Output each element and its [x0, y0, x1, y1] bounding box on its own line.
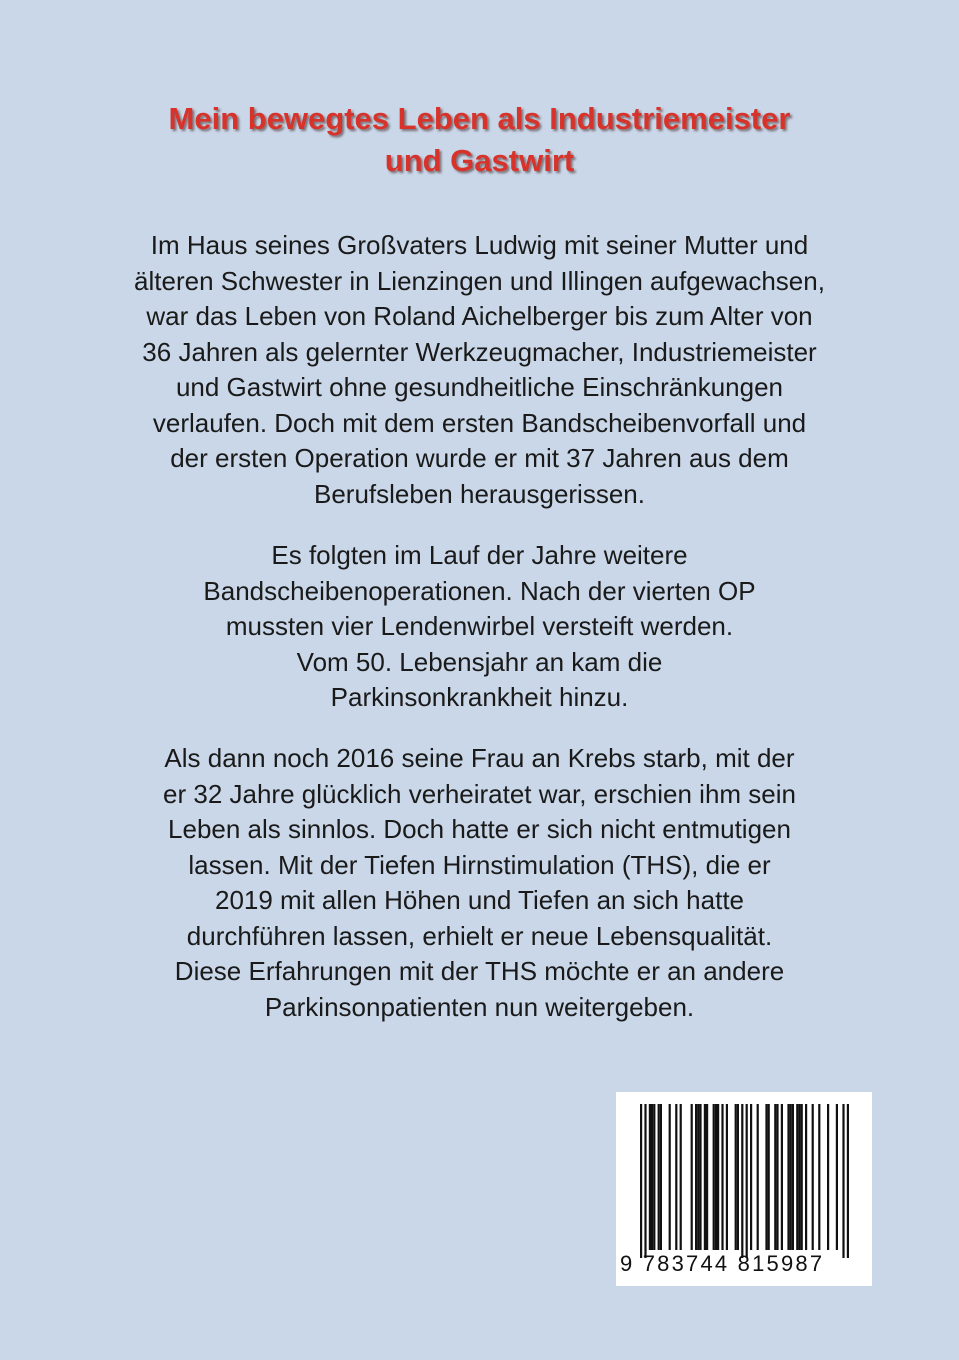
barcode-bar — [726, 1104, 728, 1250]
barcode-bar — [805, 1104, 807, 1250]
barcode-bar — [842, 1104, 844, 1258]
barcode-bar — [801, 1104, 803, 1250]
text-line: lassen. Mit der Tiefen Hirnstimulation (THS), die er — [188, 849, 771, 880]
barcode-bar — [649, 1104, 651, 1250]
barcode-bar — [757, 1104, 759, 1250]
barcode-bar — [765, 1104, 767, 1250]
barcode-bar — [774, 1104, 776, 1250]
isbn-number: 9 783744 815987 — [620, 1251, 825, 1276]
text-line: und Gastwirt ohne gesundheitliche Einschränkungen — [175, 372, 784, 402]
text-line: verlaufen. Doch mit dem ersten Bandscheibenvorfall und — [152, 407, 807, 438]
text-line: der ersten Operation wurde er mit 37 Jahren aus dem — [170, 443, 789, 473]
text-line: Im Haus seines Großvaters Ludwig mit seiner Mutter und — [150, 230, 809, 260]
barcode-bar — [675, 1104, 677, 1250]
barcode-bar — [704, 1104, 706, 1250]
barcode-bar — [741, 1104, 743, 1258]
text-line: durchführen lassen, erhielt er neue Lebensqualität. — [186, 920, 773, 951]
barcode-bar — [680, 1104, 682, 1250]
barcode-bar — [695, 1104, 697, 1250]
text-line: war das Leben von Roland Aichelberger bis zum Alter von — [146, 301, 813, 331]
barcode-bar — [827, 1104, 829, 1250]
barcode-bar — [651, 1104, 653, 1250]
barcode-bar — [746, 1104, 748, 1258]
barcode-bar — [798, 1104, 800, 1250]
text-line: Berufsleben herausgerissen. — [314, 478, 645, 509]
barcode-bar — [653, 1104, 655, 1250]
barcode-bar — [796, 1104, 798, 1250]
text-line: mussten vier Lendenwirbel versteift werden. — [225, 611, 734, 641]
text-line: 36 Jahren als gelernter Werkzeugmacher, Industriemeister — [142, 336, 817, 367]
text-line: er 32 Jahre glücklich verheiratet war, erschien ihm sein — [163, 778, 796, 809]
text-line: 2019 mit allen Höhen und Tiefen an sich hatte — [214, 885, 745, 915]
barcode-bar — [717, 1104, 719, 1250]
barcode-bar — [750, 1104, 752, 1250]
barcode-bar — [787, 1104, 789, 1250]
barcode-bar — [706, 1104, 708, 1250]
barcode-bar — [715, 1104, 717, 1250]
barcode-bar — [847, 1104, 849, 1258]
barcode-bar — [776, 1104, 778, 1250]
text-line: Vom 50. Lebensjahr an kam die — [296, 646, 663, 677]
barcode-bar — [790, 1104, 792, 1250]
barcode-bar — [699, 1104, 701, 1250]
text-line: Parkinsonpatienten nun weitergeben. — [264, 991, 695, 1022]
barcode-bar — [781, 1104, 783, 1250]
text-line: Es folgten im Lauf der Jahre weitere — [271, 540, 688, 570]
barcode-bar — [836, 1104, 838, 1250]
text-line: Leben als sinnlos. Doch hatte er sich nicht entmutigen — [168, 814, 791, 844]
barcode-bar — [768, 1104, 770, 1250]
blurb-paragraph-2 — [0, 538, 959, 716]
text-line: Parkinsonkrankheit hinzu. — [330, 682, 629, 712]
barcode-bar — [697, 1104, 699, 1250]
barcode-bar — [818, 1104, 820, 1250]
barcode-bar — [713, 1104, 715, 1250]
title-line-2: und Gastwirt — [384, 143, 575, 178]
blurb-paragraph-3 — [0, 741, 959, 1025]
barcode-bar — [669, 1104, 671, 1250]
barcode-bar — [660, 1104, 662, 1250]
barcode-bar — [644, 1104, 646, 1258]
book-title — [0, 98, 959, 182]
barcode-bar — [737, 1104, 739, 1250]
barcode-bar — [792, 1104, 794, 1250]
isbn-barcode — [616, 1092, 872, 1286]
barcode-bar — [658, 1104, 660, 1250]
barcode-bar — [691, 1104, 693, 1250]
barcode-bar — [721, 1104, 723, 1250]
barcode-bar — [735, 1104, 737, 1250]
text-line: älteren Schwester in Lienzingen und Illingen aufgewachsen, — [134, 265, 825, 296]
blurb-paragraph-1 — [0, 228, 959, 512]
barcode-bar — [640, 1104, 642, 1258]
text-line: Diese Erfahrungen mit der THS möchte er an andere — [174, 956, 785, 986]
text-line: Bandscheibenoperationen. Nach der vierten OP — [203, 575, 756, 606]
barcode-bar — [812, 1104, 814, 1250]
text-line: Als dann noch 2016 seine Frau an Krebs starb, mit der — [164, 743, 795, 773]
title-line-1: Mein bewegtes Leben als Industriemeister — [168, 101, 791, 136]
